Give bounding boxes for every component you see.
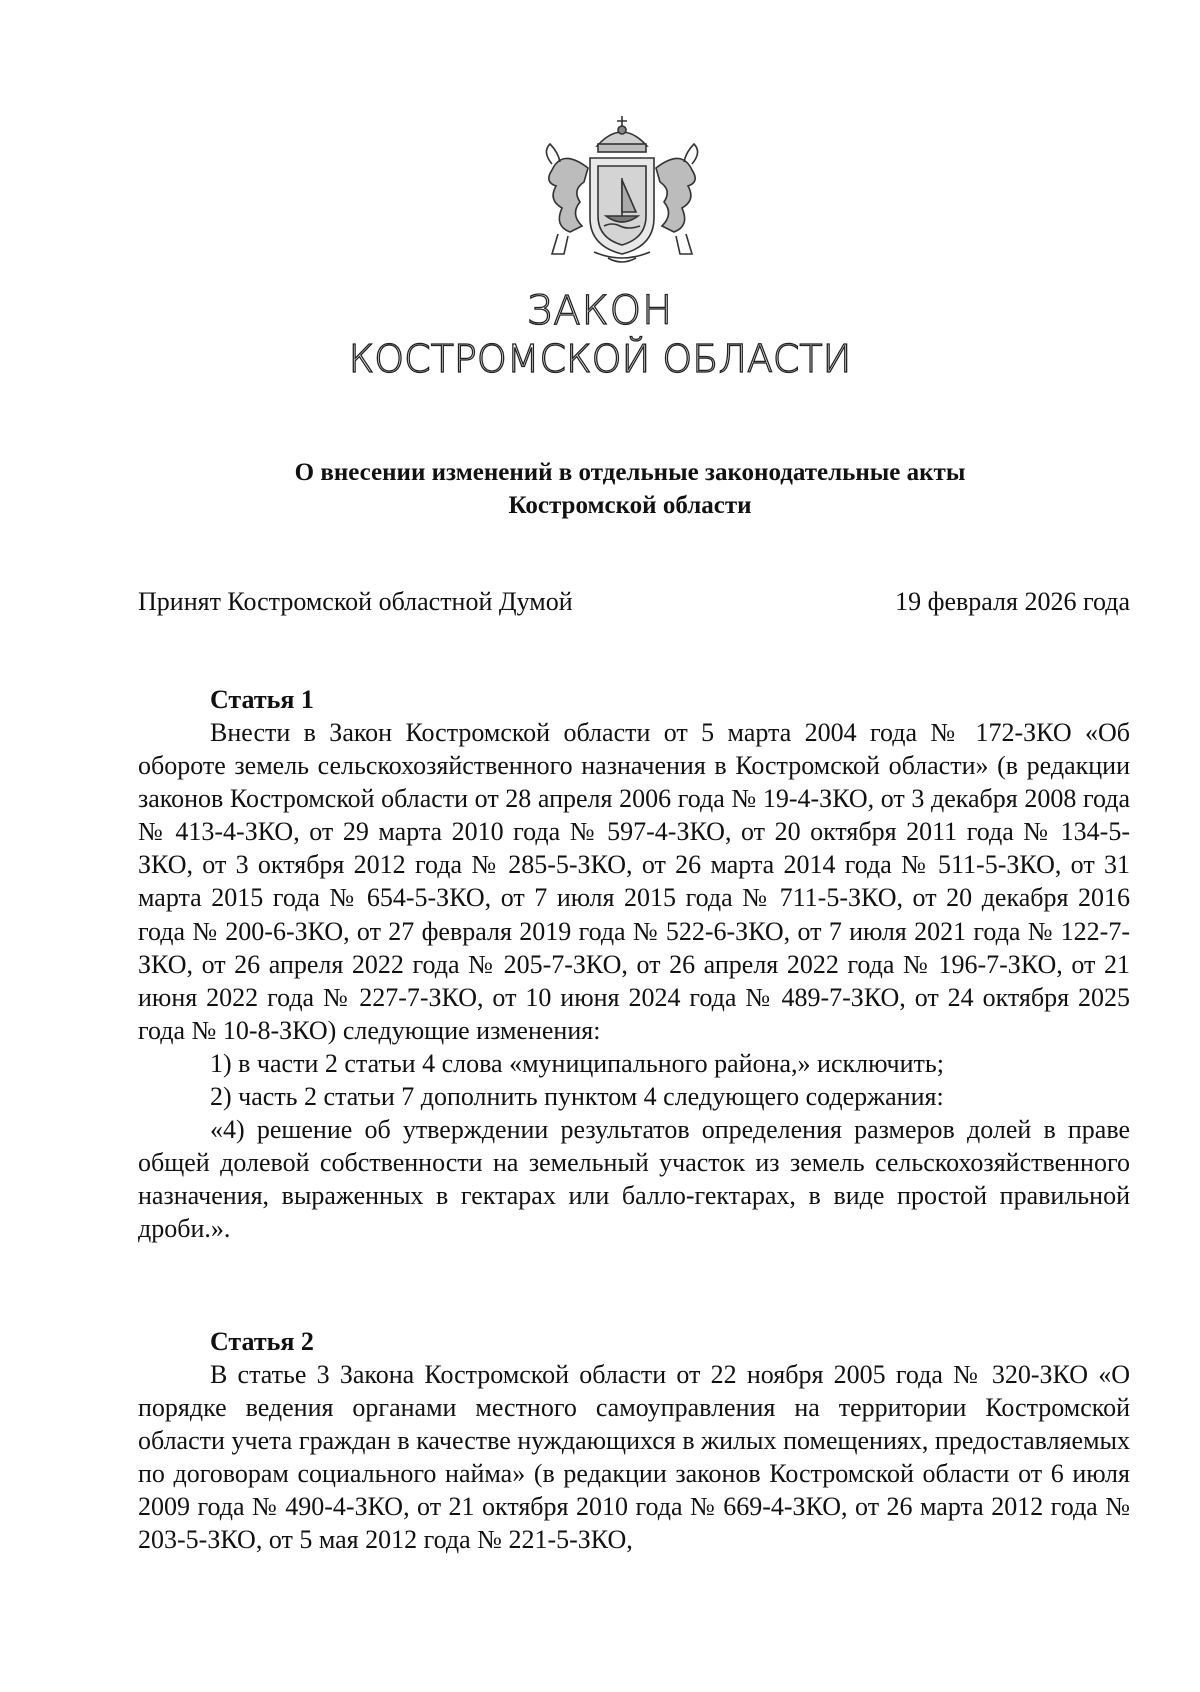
kostroma-coat-of-arms-icon: [522, 108, 722, 268]
subject-line-2: Костромской области: [508, 492, 752, 519]
adoption-info: [138, 586, 1130, 618]
article-1-item-1: 1) в части 2 статьи 4 слова «муниципального района,» исключить;: [210, 1048, 944, 1078]
adopted-by: Принят Костромской областной Думой: [138, 587, 573, 616]
article-1-intro: Внести в Закон Костромской области от 5 марта 2004 года № 172-ЗКО «Об обороте земель сельскохозяйственного назначения в Костромской области» (в редакции законов Костромской области от 28 апреля 2006 года № 19-4-ЗКО, от 3 декабря 2008 года № 413-4-ЗКО, от 29 марта 2010 года № 597-4-ЗКО, от 20 октября 2011 года № 134-5-ЗКО, от 3 октября 2012 года № 285-5-ЗКО, от 26 марта 2014 года № 511-5-ЗКО, от 31 марта 2015 года № 654-5-ЗКО, от 7 июля 2015 года № 711-5-ЗКО, от 20 декабря 2016 года № 200-6-ЗКО, от 27 февраля 2019 года № 522-6-ЗКО, от 7 июля 2021 года № 122-7-ЗКО, от 26 апреля 2022 года № 205-7-ЗКО, от 26 апреля 2022 года № 196-7-ЗКО, от 21 июня 2022 года № 227-7-ЗКО, от 10 июня 2024 года № 489-7-ЗКО, от 24 октября 2025 года № 10-8-ЗКО) следующие изменения:: [138, 718, 1130, 1045]
law-type-title: ЗАКОН: [526, 288, 674, 334]
article-1-item-3: «4) решение об утверждении результатов определения размеров долей в праве общей долевой собственности на земельный участок из земель сельскохозяйственного назначения, выраженных в гектарах или балло-гектарах, в виде простой правильной дроби.».: [138, 1115, 1130, 1244]
article-2-text: В статье 3 Закона Костромской области от 22 ноября 2005 года № 320-ЗКО «О порядке ведения органами местного самоуправления на территории Костромской области учета граждан в качестве нуждающихся в жилых помещениях, предоставляемых по договорам социального найма» (в редакции законов Костромской области от 6 июля 2009 года № 490-4-ЗКО, от 21 октября 2010 года № 669-4-ЗКО, от 26 марта 2012 года № 203-5-ЗКО, от 5 мая 2012 года № 221-5-ЗКО,: [138, 1360, 1130, 1555]
article-1-heading: Статья 1: [210, 685, 314, 714]
adoption-date: 19 февраля 2026 года: [895, 587, 1130, 616]
article-1-item-2: 2) часть 2 статьи 7 дополнить пунктом 4 следующего содержания:: [210, 1082, 944, 1112]
document-subject: [180, 456, 1080, 522]
article-2: [138, 1325, 1130, 1557]
article-2-heading: Статья 2: [210, 1327, 314, 1356]
region-title: КОСТРОМСКОЙ ОБЛАСТИ: [348, 337, 852, 381]
subject-line-1: О внесении изменений в отдельные законодательные акты: [294, 459, 966, 486]
article-1: [138, 683, 1130, 1246]
